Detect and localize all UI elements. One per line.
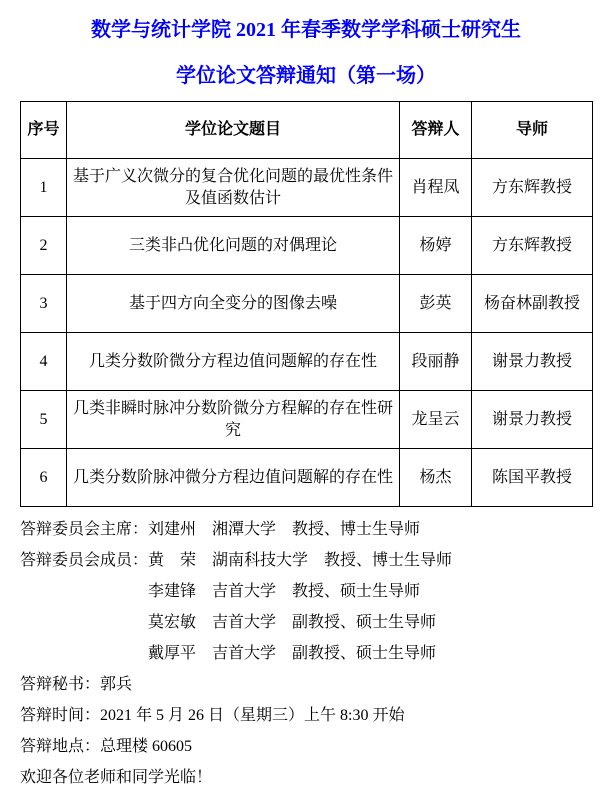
cell-defender: 杨婷 — [400, 217, 472, 275]
cell-advisor: 方东辉教授 — [472, 217, 593, 275]
cell-thesis-title: 几类非瞬时脉冲分数阶微分方程解的存在性研究 — [67, 391, 400, 449]
table-row — [21, 217, 593, 275]
header-thesis-title: 学位论文题目 — [67, 102, 400, 159]
committee-members-label: 答辩委员会成员： — [20, 552, 149, 569]
table-row — [21, 275, 593, 333]
cell-advisor: 杨奋林副教授 — [472, 275, 593, 333]
committee-member-line — [20, 607, 592, 638]
header-advisor: 导师 — [472, 102, 593, 159]
page-title-line-2: 学位论文答辩通知（第一场） — [176, 65, 436, 87]
committee-member-line — [20, 576, 592, 607]
cell-advisor: 谢景力教授 — [472, 391, 593, 449]
committee-section — [20, 514, 592, 669]
cell-serial-number: 2 — [21, 217, 67, 275]
table-row — [21, 391, 593, 449]
header-serial-number: 序号 — [21, 102, 67, 159]
cell-serial-number: 5 — [21, 391, 67, 449]
cell-serial-number: 1 — [21, 159, 67, 217]
defense-time-line: 答辩时间：2021 年 5 月 26 日（星期三）上午 8:30 开始 — [20, 707, 405, 724]
cell-defender: 段丽静 — [400, 333, 472, 391]
header-defender: 答辩人 — [400, 102, 472, 159]
committee-chair-label: 答辩委员会主席： — [20, 521, 149, 538]
defense-schedule-table — [20, 101, 593, 507]
committee-member-value: 莫宏敏 吉首大学 副教授、硕士生导师 — [148, 614, 437, 631]
cell-thesis-title: 基于四方向全变分的图像去噪 — [67, 275, 400, 333]
committee-member-line — [20, 545, 592, 576]
cell-advisor: 方东辉教授 — [472, 159, 593, 217]
committee-member-value: 黄 荣 湖南科技大学 教授、博士生导师 — [148, 552, 453, 569]
secretary-line: 答辩秘书：郭兵 — [20, 676, 133, 693]
cell-thesis-title: 三类非凸优化问题的对偶理论 — [67, 217, 400, 275]
committee-member-value: 李建锋 吉首大学 教授、硕士生导师 — [148, 583, 421, 600]
cell-defender: 彭英 — [400, 275, 472, 333]
cell-defender: 杨杰 — [400, 449, 472, 507]
committee-member-line — [20, 638, 592, 669]
table-header-row — [21, 102, 593, 159]
page-title-line-1: 数学与统计学院 2021 年春季数学学科硕士研究生 — [91, 19, 521, 41]
cell-advisor: 陈国平教授 — [472, 449, 593, 507]
cell-thesis-title: 几类分数阶脉冲微分方程边值问题解的存在性 — [67, 449, 400, 507]
committee-chair-value: 刘建州 湘潭大学 教授、博士生导师 — [148, 521, 421, 538]
table-row — [21, 449, 593, 507]
defense-location-line: 答辩地点：总理楼 60605 — [20, 738, 193, 755]
welcome-line: 欢迎各位老师和同学光临！ — [20, 769, 213, 786]
cell-thesis-title: 基于广义次微分的复合优化问题的最优性条件及值函数估计 — [67, 159, 400, 217]
table-row — [21, 333, 593, 391]
cell-defender: 龙呈云 — [400, 391, 472, 449]
committee-member-value: 戴厚平 吉首大学 副教授、硕士生导师 — [148, 645, 437, 662]
cell-serial-number: 6 — [21, 449, 67, 507]
cell-defender: 肖程凤 — [400, 159, 472, 217]
table-row — [21, 159, 593, 217]
committee-chair-line — [20, 514, 592, 545]
cell-serial-number: 4 — [21, 333, 67, 391]
cell-serial-number: 3 — [21, 275, 67, 333]
cell-advisor: 谢景力教授 — [472, 333, 593, 391]
logistics-section — [20, 669, 592, 793]
cell-thesis-title: 几类分数阶微分方程边值问题解的存在性 — [67, 333, 400, 391]
